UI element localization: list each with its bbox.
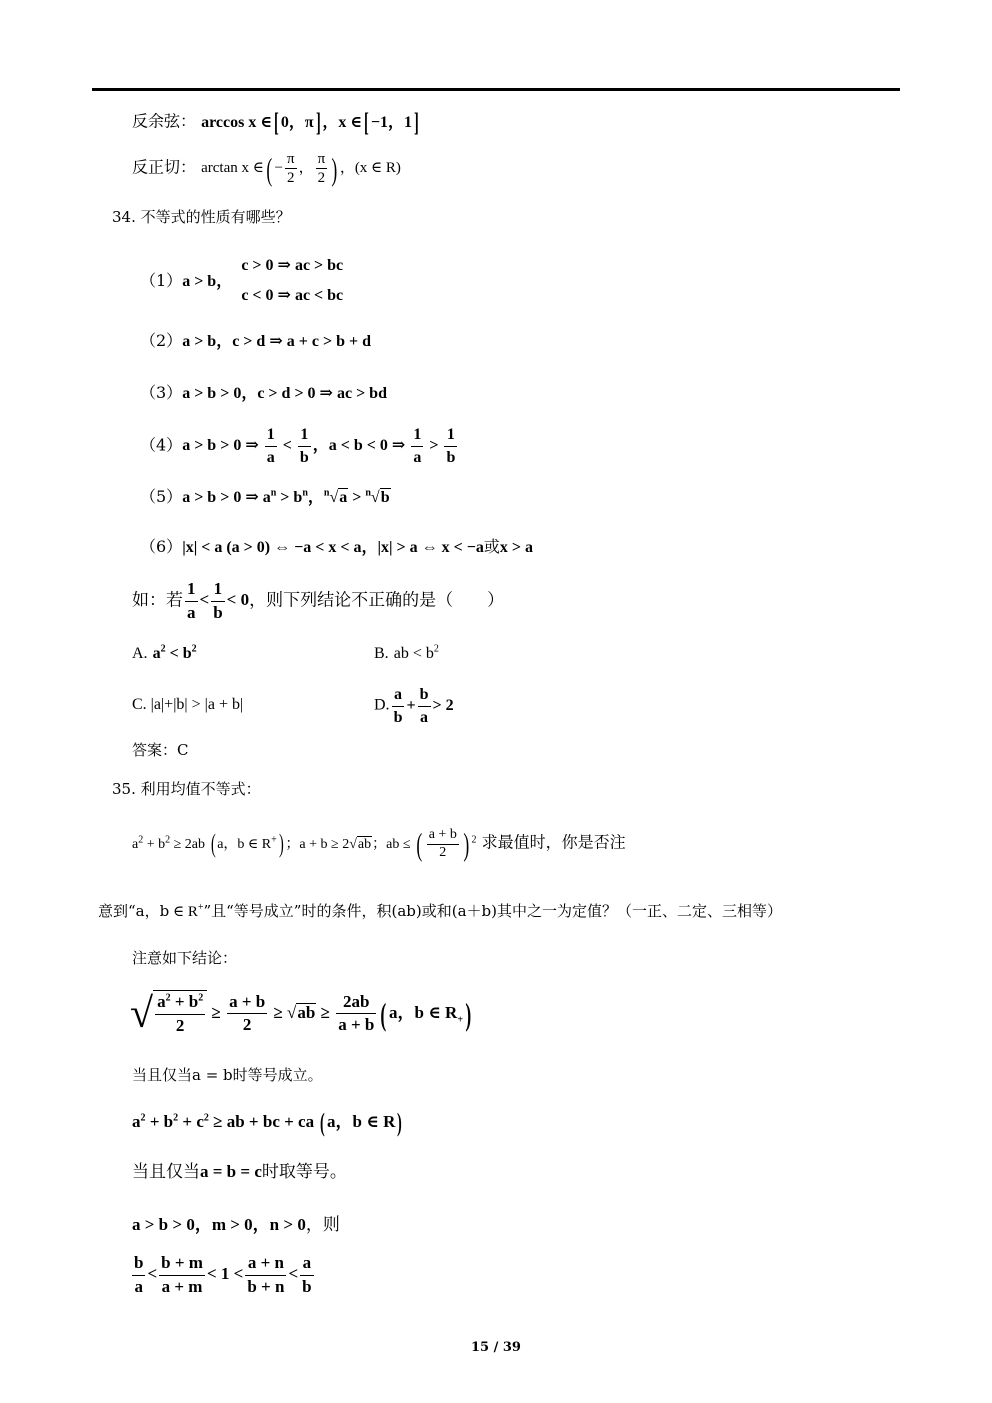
option-c-formula: |a|+|b| > |a + b| <box>146 696 244 713</box>
fraction-chain <box>130 1252 316 1299</box>
option-label: C. <box>132 696 147 713</box>
item5-formula: a > b > 0 ⇒ $a^n > b^n$，$^n$√a > $^n$√b <box>182 487 390 506</box>
item1-cases: c > 0 ⇒ ac > bc c < 0 ⇒ ac < bc <box>241 257 344 304</box>
option-label: D. <box>374 696 390 714</box>
arctan-label: 反正切： <box>132 157 197 177</box>
arctan-line <box>132 150 401 187</box>
option-label: B. <box>374 645 389 662</box>
q34-item-5 <box>140 488 391 507</box>
set-symbol: ∈ R+ <box>169 902 204 920</box>
q34-item-2 <box>140 333 371 350</box>
item-number: （4） <box>140 435 183 455</box>
item-number: （3） <box>140 383 183 402</box>
equal2-a: 当且仅当 <box>132 1162 200 1182</box>
premise-line <box>132 1216 340 1234</box>
item-number: （5） <box>140 487 183 506</box>
option-a-formula: $a^2 < b^2$ <box>152 643 197 662</box>
option-a <box>132 645 197 662</box>
premise-formula: a > b > 0，m > 0，n > 0 <box>132 1215 306 1234</box>
option-b-formula: ab < $b^2$ <box>393 643 439 662</box>
arccos-line <box>132 110 421 136</box>
mean-chain-formula: √ $\frac{a^2 + b^2}{2}$ ≥ $\frac{a + b}{2}$ ≥ √ab ≥ $\frac{2ab}{a + b}$ ( a，b ∈ $R_+$) <box>130 990 472 1037</box>
q35-note: 注意如下结论： <box>132 949 238 967</box>
q35-line2 <box>98 904 782 920</box>
option-c <box>132 696 243 713</box>
q35-tail: 求最值时，你是否注 <box>481 832 626 852</box>
equal-condition-1: 当且仅当a = b时等号成立。 <box>132 1066 323 1084</box>
q34-item-1 <box>140 251 343 311</box>
header-rule <box>92 88 900 91</box>
item1-premise: a > b， <box>182 272 233 290</box>
q35-formula-line <box>132 827 626 862</box>
page-number: 15 / 39 <box>471 1340 521 1355</box>
q35-line2-a: 意到“a，b <box>98 902 170 920</box>
item3-formula: a > b > 0，c > d > 0 ⇒ ac > bd <box>182 385 387 402</box>
three-var-formula: $a^2 + b^2 + c^2$ ≥ ab + bc + ca ( a，b ∈ R) <box>132 1108 403 1137</box>
or-word: 或 <box>483 539 500 556</box>
arctan-formula: arctan x ∈( − $\frac{\pi}{2}$ ， $\frac{\pi}{2}$ ) ，(x ∈ R) <box>201 150 401 187</box>
arccos-label: 反余弦： <box>132 111 197 131</box>
equal-condition-2 <box>132 1163 347 1181</box>
option-label: A. <box>132 645 148 662</box>
mean-chain <box>130 990 474 1038</box>
option-d-formula: $\frac{a}{b}$ + $\frac{b}{a}$ > 2 <box>393 686 454 726</box>
q34-title: 34. 不等式的性质有哪些？ <box>112 208 291 226</box>
example-suffix: ，则下列结论不正确的是（ ） <box>249 590 505 611</box>
item-number: （2） <box>140 331 183 350</box>
equal2-b: 时取等号。 <box>261 1162 347 1182</box>
three-var-inequality <box>132 1110 404 1136</box>
q34-item-6 <box>140 539 533 556</box>
example-condition: $\frac{1}{a}$ < $\frac{1}{b}$ < 0 <box>187 579 250 622</box>
mean-inequalities: $a^2 + b^2 \ge 2ab$ ( a，b ∈ R+) ；a + b ≥ 2√ab；ab ≤ ( $\frac{a + b}{2}$ ) $^2$ <box>132 826 477 863</box>
item-number: （6） <box>140 537 183 556</box>
item6-formula: |x| < a (a > 0) ⇔ −a < x < a，|x| > a ⇔ x < −a或x > a <box>182 539 534 556</box>
equal2-formula: a = b = c <box>200 1162 262 1181</box>
q34-item-3 <box>140 385 387 402</box>
example-answer: 答案：C <box>132 741 189 759</box>
then-word: ，则 <box>305 1215 340 1235</box>
q35-title: 35. 利用均值不等式： <box>112 780 261 798</box>
item2-formula: a > b，c > d ⇒ a + c > b + d <box>182 333 371 350</box>
arccos-formula: arccos x ∈[ 0，π] ，x ∈[ −1，1] <box>201 108 419 137</box>
fraction-chain-formula: $\frac{b}{a}$ < $\frac{b + m}{a + m}$ < 1 < $\frac{a + n}{b + n}$ < $\frac{a}{b}$ <box>134 1253 312 1296</box>
example-prefix: 如：若 <box>132 590 183 611</box>
q34-item-4 <box>140 424 459 468</box>
item4-formula: a > b > 0 ⇒ $\frac{1}{a}$ < $\frac{1}{b}$ ，a < b < 0 ⇒ $\frac{1}{a}$ > $\frac{1}{b}$ <box>182 426 456 466</box>
option-b <box>374 645 439 662</box>
option-d <box>374 684 454 728</box>
q35-line2-b: ”且“等号成立”时的条件，积(ab)或和(a＋b)其中之一为定值？（一正、二定、三相等） <box>203 902 782 920</box>
item-number: （1） <box>140 270 183 290</box>
example-question <box>132 578 504 625</box>
